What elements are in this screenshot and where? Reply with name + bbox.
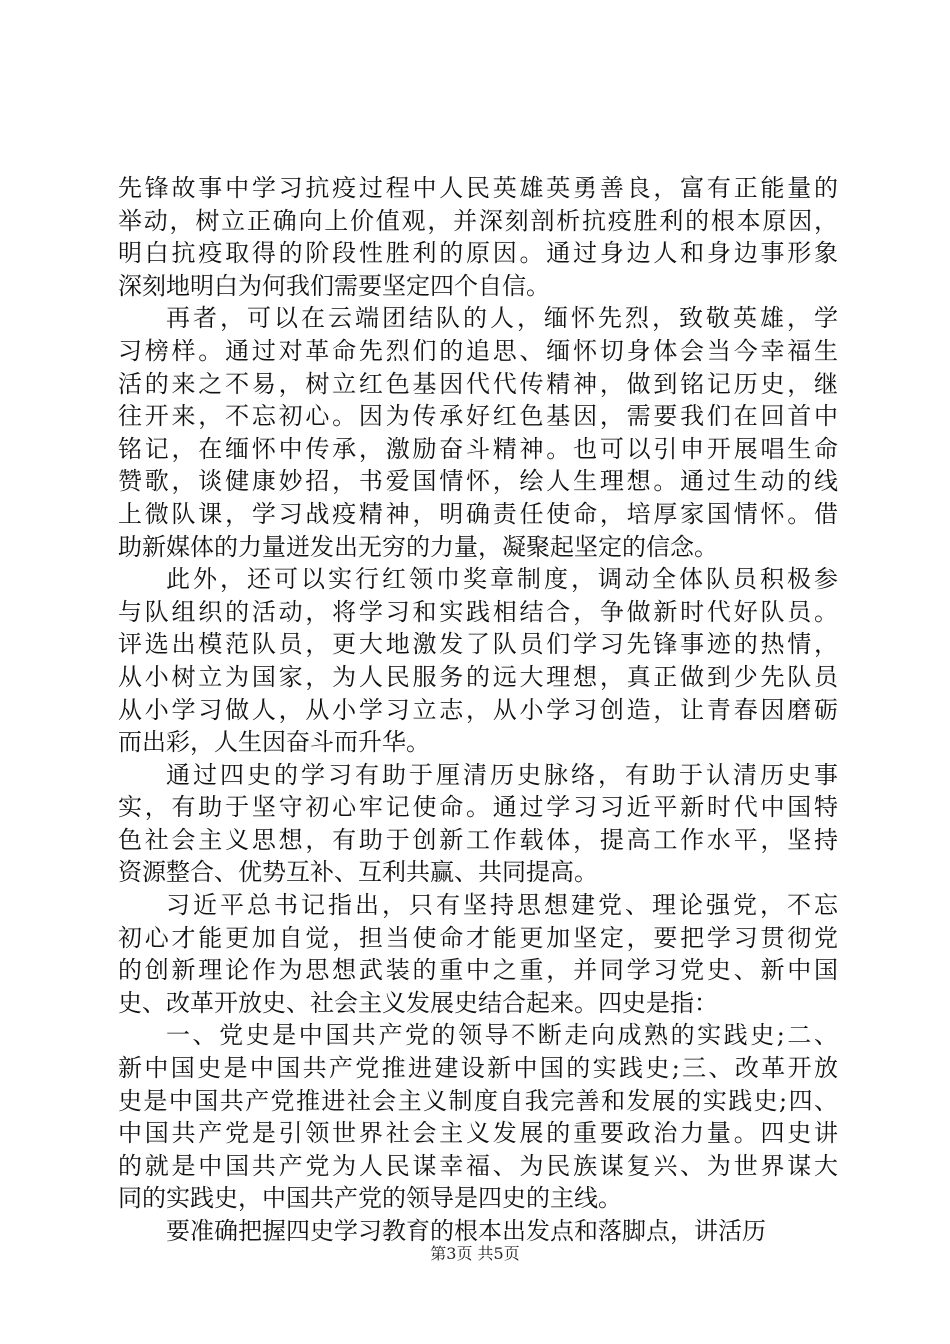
- text-line: 资源整合、优势互补、互利共赢、共同提高。: [118, 858, 598, 887]
- paragraph: [118, 172, 838, 302]
- text-line: 通过四史的学习有助于厘清历史脉络，有助于认清历史事: [166, 760, 838, 789]
- paragraph: [118, 1215, 838, 1248]
- text-line: 的就是中国共产党为人民谋幸福、为民族谋复兴、为世界谋大: [118, 1151, 838, 1180]
- text-line: 先锋故事中学习抗疫过程中人民英雄英勇善良，富有正能量的: [118, 174, 838, 202]
- paragraph: [118, 563, 838, 759]
- text-line: 史是中国共产党推进社会主义制度自我完善和发展的实践史;四、: [118, 1086, 838, 1115]
- text-line: 同的实践史，中国共产党的领导是四史的主线。: [118, 1184, 622, 1213]
- text-line: 一、党史是中国共产党的领导不断走向成熟的实践史;二、: [166, 1021, 838, 1050]
- text-line: 习近平总书记指出，只有坚持思想建党、理论强党，不忘: [166, 891, 838, 920]
- text-line: 习榜样。通过对革命先烈们的追思、缅怀切身体会当今幸福生: [118, 336, 838, 365]
- text-line: 与队组织的活动，将学习和实践相结合，争做新时代好队员。: [118, 597, 838, 626]
- text-line: 赞歌，谈健康妙招，书爱国情怀，绘人生理想。通过生动的线: [118, 467, 838, 496]
- text-line: 往开来，不忘初心。因为传承好红色基因，需要我们在回首中: [118, 402, 838, 431]
- paragraph: [118, 302, 838, 563]
- text-line: 助新媒体的力量迸发出无穷的力量，凝聚起坚定的信念。: [118, 532, 718, 561]
- text-line: 铭记，在缅怀中传承，激励奋斗精神。也可以引申开展唱生命: [118, 434, 838, 463]
- text-line: 举动，树立正确向上价值观，并深刻剖析抗疫胜利的根本原因，: [118, 206, 838, 235]
- text-line: 史、改革开放史、社会主义发展史结合起来。四史是指：: [118, 988, 718, 1017]
- text-line: 上微队课，学习战疫精神，明确责任使命，培厚家国情怀。借: [118, 499, 838, 528]
- text-line: 色社会主义思想，有助于创新工作载体，提高工作水平，坚持: [118, 825, 838, 854]
- paragraph: [118, 1019, 838, 1215]
- text-line: 初心才能更加自觉，担当使命才能更加坚定，要把学习贯彻党: [118, 923, 838, 952]
- text-line: 从小树立为国家，为人民服务的远大理想，真正做到少先队员: [118, 662, 838, 691]
- document-body: [118, 172, 838, 1248]
- text-line: 而出彩，人生因奋斗而升华。: [118, 728, 430, 757]
- text-line: 实，有助于坚守初心牢记使命。通过学习习近平新时代中国特: [118, 793, 838, 822]
- paragraph: [118, 889, 838, 1019]
- text-line: 活的来之不易，树立红色基因代代传精神，做到铭记历史，继: [118, 369, 838, 398]
- text-line: 从小学习做人，从小学习立志，从小学习创造，让青春因磨砺: [118, 695, 838, 724]
- text-line: 明白抗疫取得的阶段性胜利的原因。通过身边人和身边事形象: [118, 239, 838, 268]
- text-line: 新中国史是中国共产党推进建设新中国的实践史;三、改革开放: [118, 1054, 838, 1083]
- text-line: 此外，还可以实行红领巾奖章制度，调动全体队员积极参: [166, 565, 838, 594]
- text-line: 再者，可以在云端团结队的人，缅怀先烈，致敬英雄，学: [166, 304, 838, 333]
- text-line: 的创新理论作为思想武装的重中之重，并同学习党史、新中国: [118, 956, 838, 985]
- text-line: 评选出模范队员，更大地激发了队员们学习先锋事迹的热情，: [118, 630, 838, 659]
- page-footer: 第3页 共5页: [430, 1244, 520, 1263]
- text-line: 深刻地明白为何我们需要坚定四个自信。: [118, 271, 550, 300]
- paragraph: [118, 759, 838, 889]
- text-line: 中国共产党是引领世界社会主义发展的重要政治力量。四史讲: [118, 1119, 838, 1148]
- text-line: 要准确把握四史学习教育的根本出发点和落脚点，讲活历: [166, 1217, 766, 1245]
